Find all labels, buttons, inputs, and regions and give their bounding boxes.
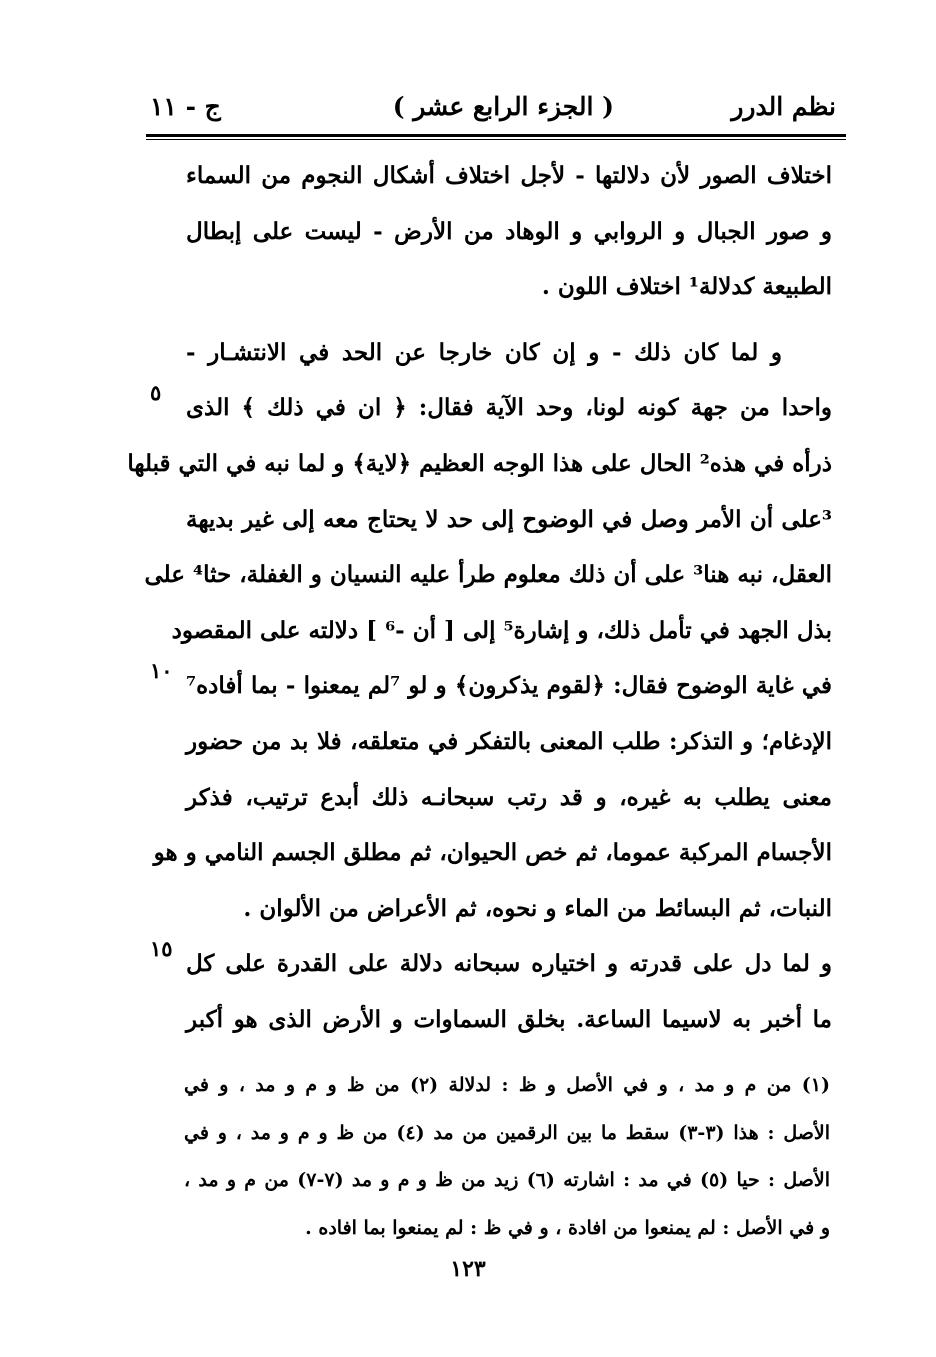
footnote-line: الأصل : حيا (٥) في مد : اشارته (٦) زيد من ظ و م و مد (٧-٧) من م و مد ، — [184, 1169, 830, 1191]
footnote-line: الأصل : هذا (٣-٣) سقط ما بين الرقمين من مد (٤) من ظ و م و مد ، و في — [184, 1121, 831, 1144]
text-line: النبات، ثم البسائط من الماء و نحوه، ثم الأعراض من الألوان . — [243, 894, 832, 922]
text-line: ما أخبر به لاسيما الساعة. بخلق السماوات و الأرض الذى هو أكبر — [186, 1005, 832, 1033]
header-volume: ج - ١١ — [150, 92, 221, 121]
text-line: الطبيعة كدلالة¹ اختلاف اللون . — [541, 273, 832, 301]
footnote-line: و في الأصل : لم يمنعوا من افادة ، و في ظ : لم يمنعوا بما افاده . — [305, 1216, 830, 1239]
running-header — [150, 88, 836, 134]
text-line: اختلاف الصور لأن دلالتها - لأجل اختلاف أشكال النجوم من السماء — [186, 162, 832, 189]
text-line: و لما دل على قدرته و اختياره سبحانه دلالة على القدرة على كل — [186, 950, 832, 978]
header-rule-thick — [146, 134, 846, 137]
text-line: و صور الجبال و الروابي و الوهاد من الأرض - ليست على إبطال — [186, 217, 832, 245]
footnotes — [184, 1062, 830, 1252]
page-number: ١٢٣ — [450, 1256, 486, 1282]
text-line: ذرأه في هذه² الحال على هذا الوجه العظيم ﴿لاية﴾ و لما نبه في التي قبلها — [127, 449, 832, 477]
text-line: واحدا من جهة كونه لونا، وحد الآية فقال: ﴿ ان في ذلك ﴾ الذى — [186, 394, 832, 422]
text-line: العقل، نبه هنا³ على أن ذلك معلوم طرأ عليه النسيان و الغفلة، حثا⁴ على — [144, 561, 832, 589]
text-line: ³على أن الأمر وصل في الوضوح إلى حد لا يحتاج معه إلى غير بديهة — [186, 505, 832, 533]
line-number: ٥ — [150, 380, 162, 405]
line-number: ١٠ — [150, 658, 173, 683]
header-part: ( الجزء الرابع عشر ) — [392, 92, 614, 121]
header-book-title: نظم الدرر — [731, 92, 836, 121]
text-line: بذل الجهد في تأمل ذلك، و إشارة⁵ إلى [ أن -⁶ ] دلالته على المقصود — [171, 616, 832, 644]
text-line: معنى يطلب به غيره، و قد رتب سبحانـه ذلك أبدع ترتيب، فذكر — [186, 783, 832, 811]
header-rule-thin — [146, 139, 846, 140]
text-line: و لما كان ذلك - و إن كان خارجا عن الحد في الانتشـار - — [186, 338, 782, 366]
text-line: في غاية الوضوح فقال: ﴿لقوم يذكرون﴾ و لو ⁷لم يمعنوا - بما أفاده⁷ — [186, 672, 832, 700]
line-number: ١٥ — [150, 936, 173, 961]
text-line: الأجسام المركبة عموما، ثم خص الحيوان، ثم مطلق الجسم النامي و هو — [153, 839, 832, 867]
text-line: الإدغام؛ و التذكر: طلب المعنى بالتفكر في متعلقه، فلا بد من حضور — [186, 727, 832, 755]
footnote-line: (١) من م و مد ، و في الأصل و ظ : لدلالة (٢) من ظ و م و مد ، و في — [184, 1074, 830, 1096]
